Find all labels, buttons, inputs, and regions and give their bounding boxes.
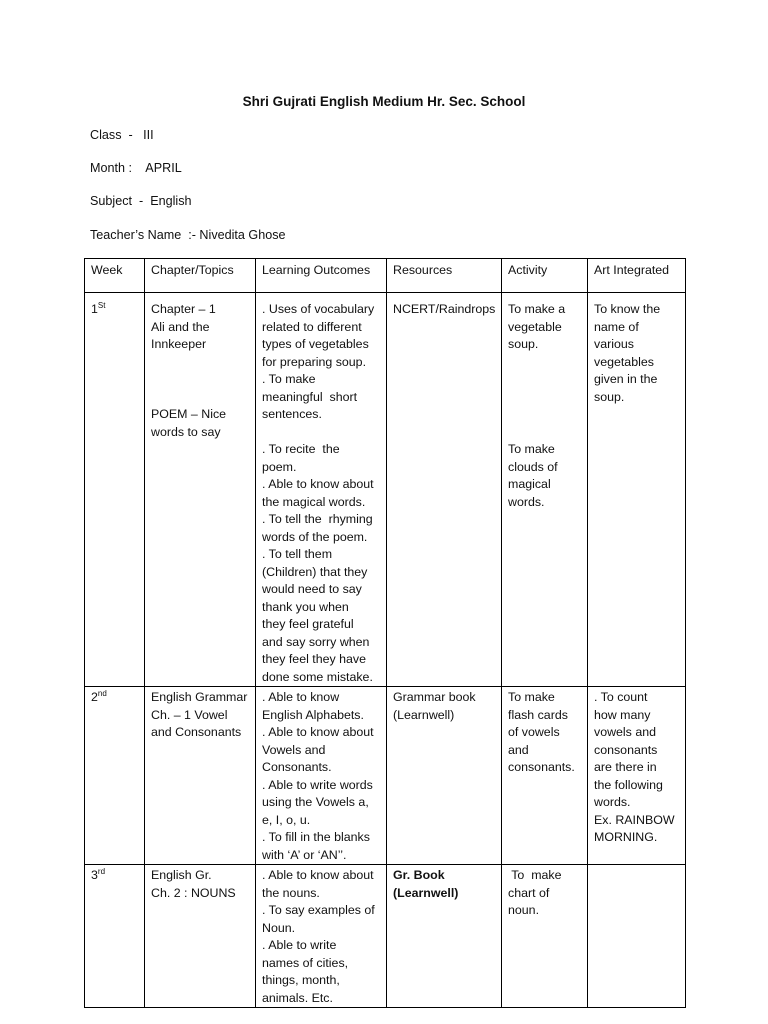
week-number: 2: [91, 690, 98, 704]
chapter-cell: [145, 865, 256, 1008]
cell-text-line: flash cards: [508, 707, 568, 722]
cell-text-line: given in the: [594, 372, 658, 386]
cell-text-line: Chapter – 1: [151, 302, 216, 316]
chapter-block: [151, 689, 249, 742]
activity-block: [508, 867, 581, 920]
outcomes-block-b: [262, 441, 380, 686]
cell-text-line: . To count: [594, 690, 648, 704]
chapter-cell: [145, 687, 256, 865]
cell-text-line: are there in: [594, 760, 657, 774]
cell-text-line: Vowels and: [262, 742, 326, 757]
outcomes-block-a: [262, 301, 380, 424]
cell-text-line: soup.: [508, 337, 539, 351]
cell-text-line: . To fill in the blanks: [262, 830, 370, 844]
activity-cell: [502, 865, 588, 1008]
cell-text-line: name of: [594, 319, 639, 334]
week-suffix: St: [97, 300, 106, 310]
cell-text-line: Grammar book: [393, 690, 476, 704]
chapter-block-b: [151, 406, 249, 441]
week-cell: [85, 865, 145, 1008]
resources-block: [393, 301, 495, 319]
subject-label: Subject - English: [90, 194, 192, 208]
cell-text-line: . To recite the: [262, 442, 340, 456]
cell-text-line: meaningful short: [262, 389, 358, 404]
cell-text-line: . Able to know about: [262, 868, 374, 882]
cell-text-line: of vowels: [508, 725, 560, 739]
cell-text-line: NCERT/Raindrops: [393, 302, 496, 316]
outcomes-cell: [256, 293, 387, 687]
header-art-integrated: Art Integrated: [588, 259, 686, 293]
cell-text-line: (Learnwell): [393, 707, 455, 722]
cell-text-line: things, month,: [262, 973, 340, 987]
outcomes-block: [262, 689, 380, 864]
cell-text-line: animals. Etc.: [262, 990, 333, 1005]
header-chapter-topics: Chapter/Topics: [145, 259, 256, 293]
cell-text-line: poem.: [262, 459, 297, 474]
cell-text-line: . Able to know about: [262, 725, 374, 739]
cell-text-line: the following: [594, 777, 663, 792]
week-cell: [85, 687, 145, 865]
cell-text-line: words.: [594, 795, 631, 809]
school-title: Shri Gujrati English Medium Hr. Sec. School: [242, 94, 526, 109]
cell-text-line: the nouns.: [262, 885, 320, 900]
art-cell: [588, 293, 686, 687]
cell-text-line: (Learnwell): [393, 885, 459, 900]
cell-text-line: clouds of: [508, 459, 558, 474]
cell-text-line: . Able to write words: [262, 777, 373, 792]
cell-text-line: . To tell the rhyming: [262, 512, 373, 526]
cell-text-line: sentences.: [262, 407, 322, 421]
class-label: Class - III: [90, 128, 154, 142]
table-row-week-3: [85, 865, 686, 1008]
cell-text-line: and Consonants: [151, 725, 242, 739]
lesson-plan-table: [84, 258, 686, 1008]
cell-text-line: . To tell them: [262, 547, 333, 561]
cell-text-line: and: [508, 742, 529, 757]
outcomes-block: [262, 867, 380, 1007]
cell-text-line: Innkeeper: [151, 337, 207, 351]
cell-text-line: related to different: [262, 319, 362, 334]
chapter-block: [151, 867, 249, 902]
resources-cell: [387, 293, 502, 687]
activity-cell: [502, 687, 588, 865]
cell-text-line: . Able to write: [262, 938, 337, 952]
week-number: 3: [91, 868, 98, 882]
week-cell: [85, 293, 145, 687]
table-row-week-2: [85, 687, 686, 865]
cell-text-line: Gr. Book: [393, 868, 445, 882]
cell-text-line: would need to say: [262, 582, 362, 596]
table-row-week-1: [85, 293, 686, 687]
cell-text-line: To make a: [508, 302, 566, 316]
cell-text-line: chart of: [508, 885, 550, 900]
activity-block-a: [508, 301, 581, 354]
cell-text-line: English Gr.: [151, 868, 212, 882]
table-header-row: [85, 259, 686, 293]
chapter-cell: [145, 293, 256, 687]
cell-text-line: how many: [594, 707, 651, 722]
cell-text-line: soup.: [594, 389, 625, 404]
cell-text-line: e, I, o, u.: [262, 812, 311, 827]
art-cell: [588, 687, 686, 865]
activity-block: [508, 689, 581, 777]
month-label: Month : APRIL: [90, 161, 182, 175]
art-block: [594, 301, 679, 406]
resources-cell: [387, 865, 502, 1008]
cell-text-line: words.: [508, 494, 545, 509]
activity-cell: [502, 293, 588, 687]
cell-text-line: magical: [508, 477, 551, 491]
cell-text-line: Ali and the: [151, 319, 210, 334]
cell-text-line: POEM – Nice: [151, 407, 227, 421]
cell-text-line: . To say examples of: [262, 903, 375, 917]
outcomes-cell: [256, 865, 387, 1008]
resources-block: [393, 867, 495, 902]
cell-text-line: consonants: [594, 742, 658, 757]
header-activity: Activity: [502, 259, 588, 293]
cell-text-line: (Children) that they: [262, 564, 368, 579]
resources-block: [393, 689, 495, 724]
cell-text-line: with ‘A’ or ‘AN’’.: [262, 847, 347, 862]
chapter-block-a: [151, 301, 249, 354]
cell-text-line: thank you when: [262, 599, 349, 614]
cell-text-line: words of the poem.: [262, 529, 368, 544]
cell-text-line: To know the: [594, 302, 661, 316]
cell-text-line: To make: [508, 868, 562, 882]
outcomes-cell: [256, 687, 387, 865]
header-resources: Resources: [387, 259, 502, 293]
cell-text-line: vegetable: [508, 319, 562, 334]
art-block: [594, 689, 679, 847]
teacher-name-label: Teacher’s Name :- Nivedita Ghose: [90, 228, 286, 242]
cell-text-line: done some mistake.: [262, 669, 373, 684]
cell-text-line: names of cities,: [262, 955, 349, 970]
resources-cell: [387, 687, 502, 865]
cell-text-line: English Grammar: [151, 690, 248, 704]
cell-text-line: . Able to know about: [262, 477, 374, 491]
cell-text-line: vegetables: [594, 354, 654, 369]
week-suffix: nd: [97, 688, 107, 698]
cell-text-line: types of vegetables: [262, 337, 369, 351]
cell-text-line: Ex. RAINBOW: [594, 812, 675, 827]
cell-text-line: they feel grateful: [262, 617, 354, 631]
cell-text-line: . Uses of vocabulary: [262, 302, 375, 316]
cell-text-line: consonants.: [508, 760, 575, 774]
header-learning-outcomes: Learning Outcomes: [256, 259, 387, 293]
cell-text-line: using the Vowels a,: [262, 795, 369, 809]
cell-text-line: the magical words.: [262, 494, 366, 509]
cell-text-line: and say sorry when: [262, 634, 370, 649]
art-cell: [588, 865, 686, 1008]
cell-text-line: . To make: [262, 372, 316, 386]
cell-text-line: . Able to know: [262, 690, 340, 704]
week-number: 1: [91, 302, 98, 316]
cell-text-line: for preparing soup.: [262, 354, 367, 369]
cell-text-line: vowels and: [594, 725, 656, 739]
cell-text-line: Ch. 2 : NOUNS: [151, 885, 236, 900]
header-week: Week: [85, 259, 145, 293]
cell-text-line: noun.: [508, 903, 540, 917]
cell-text-line: various: [594, 337, 634, 351]
cell-text-line: To make: [508, 442, 555, 456]
cell-text-line: words to say: [151, 424, 221, 439]
cell-text-line: they feel they have: [262, 652, 367, 666]
week-suffix: rd: [97, 866, 106, 876]
cell-text-line: Consonants.: [262, 760, 332, 774]
cell-text-line: MORNING.: [594, 830, 658, 844]
cell-text-line: To make: [508, 690, 555, 704]
cell-text-line: Noun.: [262, 920, 296, 935]
activity-block-b: [508, 441, 581, 511]
cell-text-line: English Alphabets.: [262, 707, 364, 722]
cell-text-line: Ch. – 1 Vowel: [151, 707, 228, 722]
